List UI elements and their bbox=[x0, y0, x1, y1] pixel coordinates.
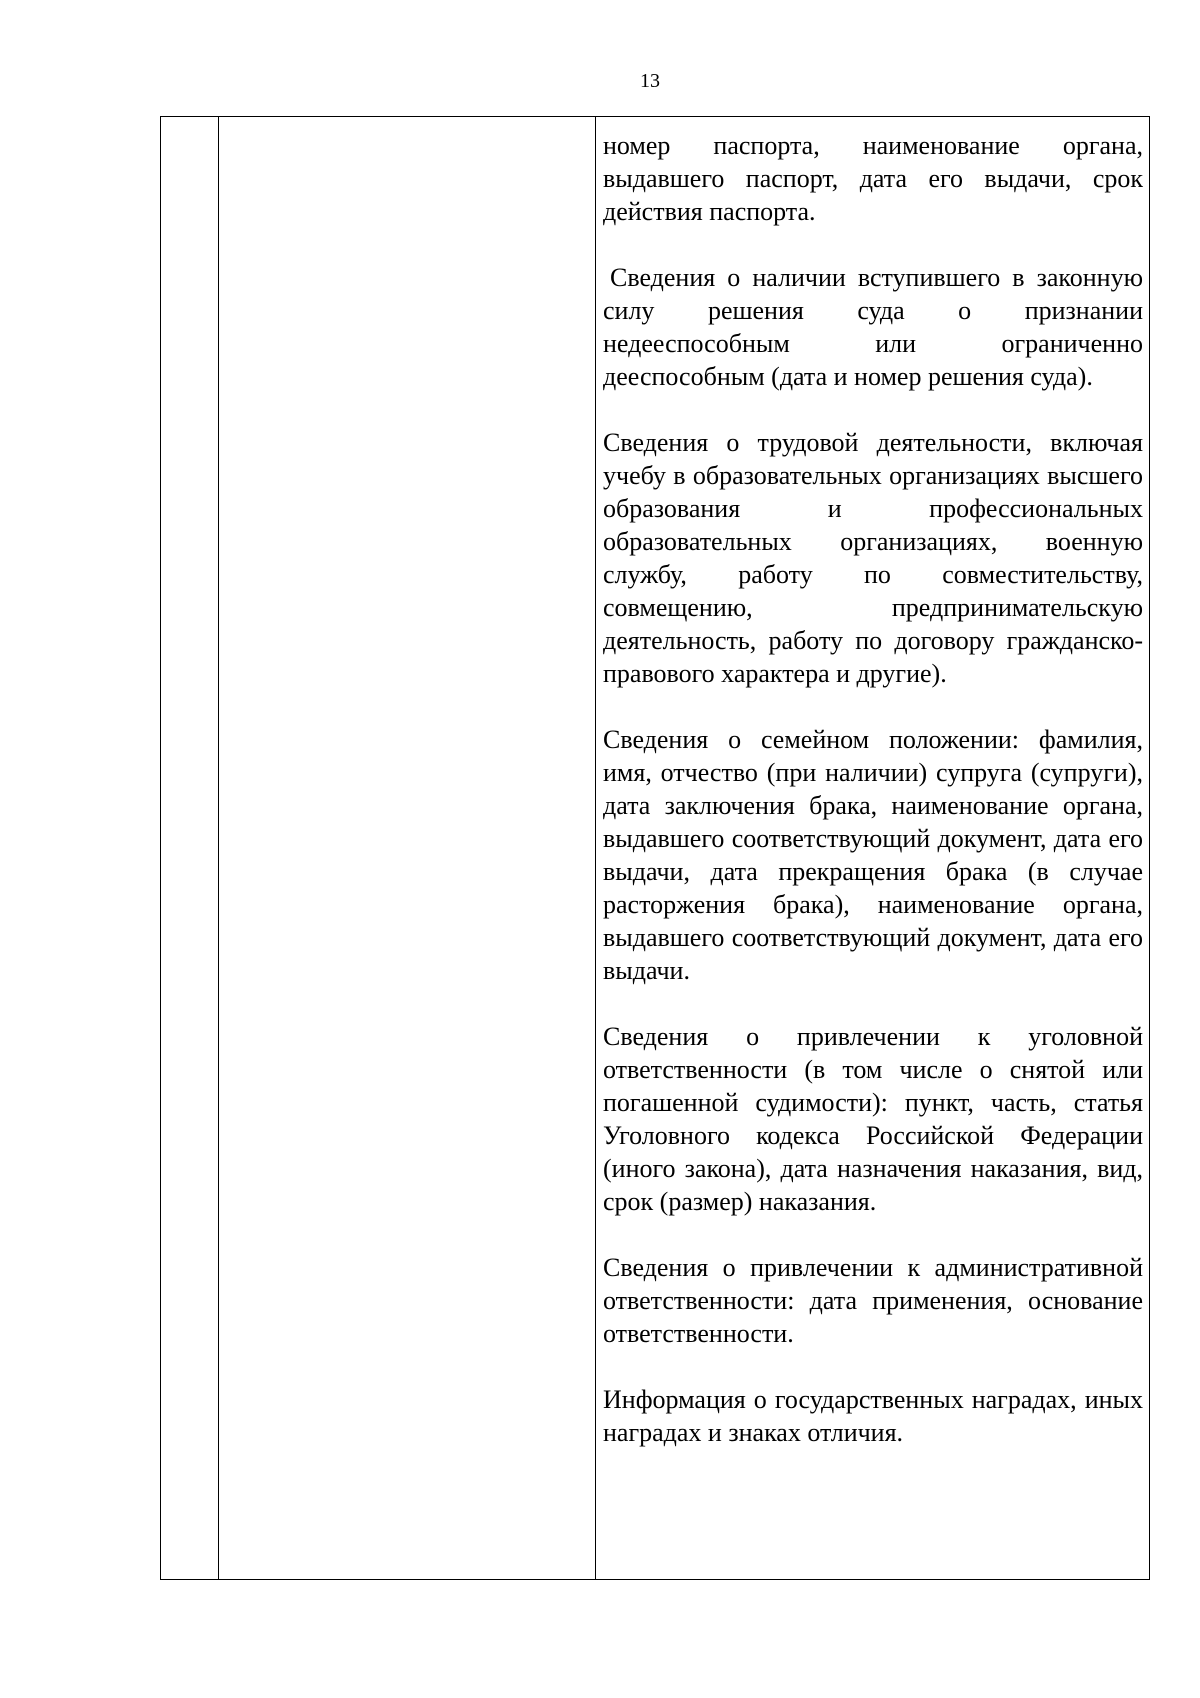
table-cell-index bbox=[161, 117, 219, 1580]
paragraph-marital-status: Сведения о семейном положении: фамилия, имя, отчество (при наличии) супруга (супруги), дата заключения брака, наименование органа, выдавшего соответствующий документ, дата его выдачи, дата прекращения брака (в случае расторжения брака), наименование органа, выдавшего соответствующий документ, дата его выдачи. bbox=[603, 725, 1143, 985]
paragraph-awards: Информация о государственных наградах, иных наградах и знаках отличия. bbox=[603, 1385, 1143, 1447]
document-table bbox=[160, 116, 1150, 1580]
paragraph-criminal-liability: Сведения о привлечении к уголовной ответственности (в том числе о снятой или погашенной судимости): пункт, часть, статья Уголовного кодекса Российской Федерации (иного закона), дата назначения наказания, вид, срок (размер) наказания. bbox=[603, 1022, 1143, 1216]
page-number: 13 bbox=[640, 70, 660, 92]
table-cell-name bbox=[219, 117, 596, 1580]
paragraph-court-decision: Сведения о наличии вступившего в законную силу решения суда о признании недееспособным или ограниченно дееспособным (дата и номер решения суда). bbox=[603, 263, 1143, 391]
table-cell-details bbox=[596, 117, 1150, 1580]
paragraph-work-activity: Сведения о трудовой деятельности, включая учебу в образовательных организациях высшего образования и профессиональных образовательных организациях, военную службу, работу по совместительству, совмещению, предпринимательскую деятельность, работу по договору гражданско-правового характера и другие). bbox=[603, 428, 1143, 688]
paragraph-passport: номер паспорта, наименование органа, выдавшего паспорт, дата его выдачи, срок действия паспорта. bbox=[603, 131, 1143, 226]
table-row bbox=[161, 117, 1150, 1580]
paragraph-administrative-liability: Сведения о привлечении к административной ответственности: дата применения, основание ответственности. bbox=[603, 1253, 1143, 1348]
